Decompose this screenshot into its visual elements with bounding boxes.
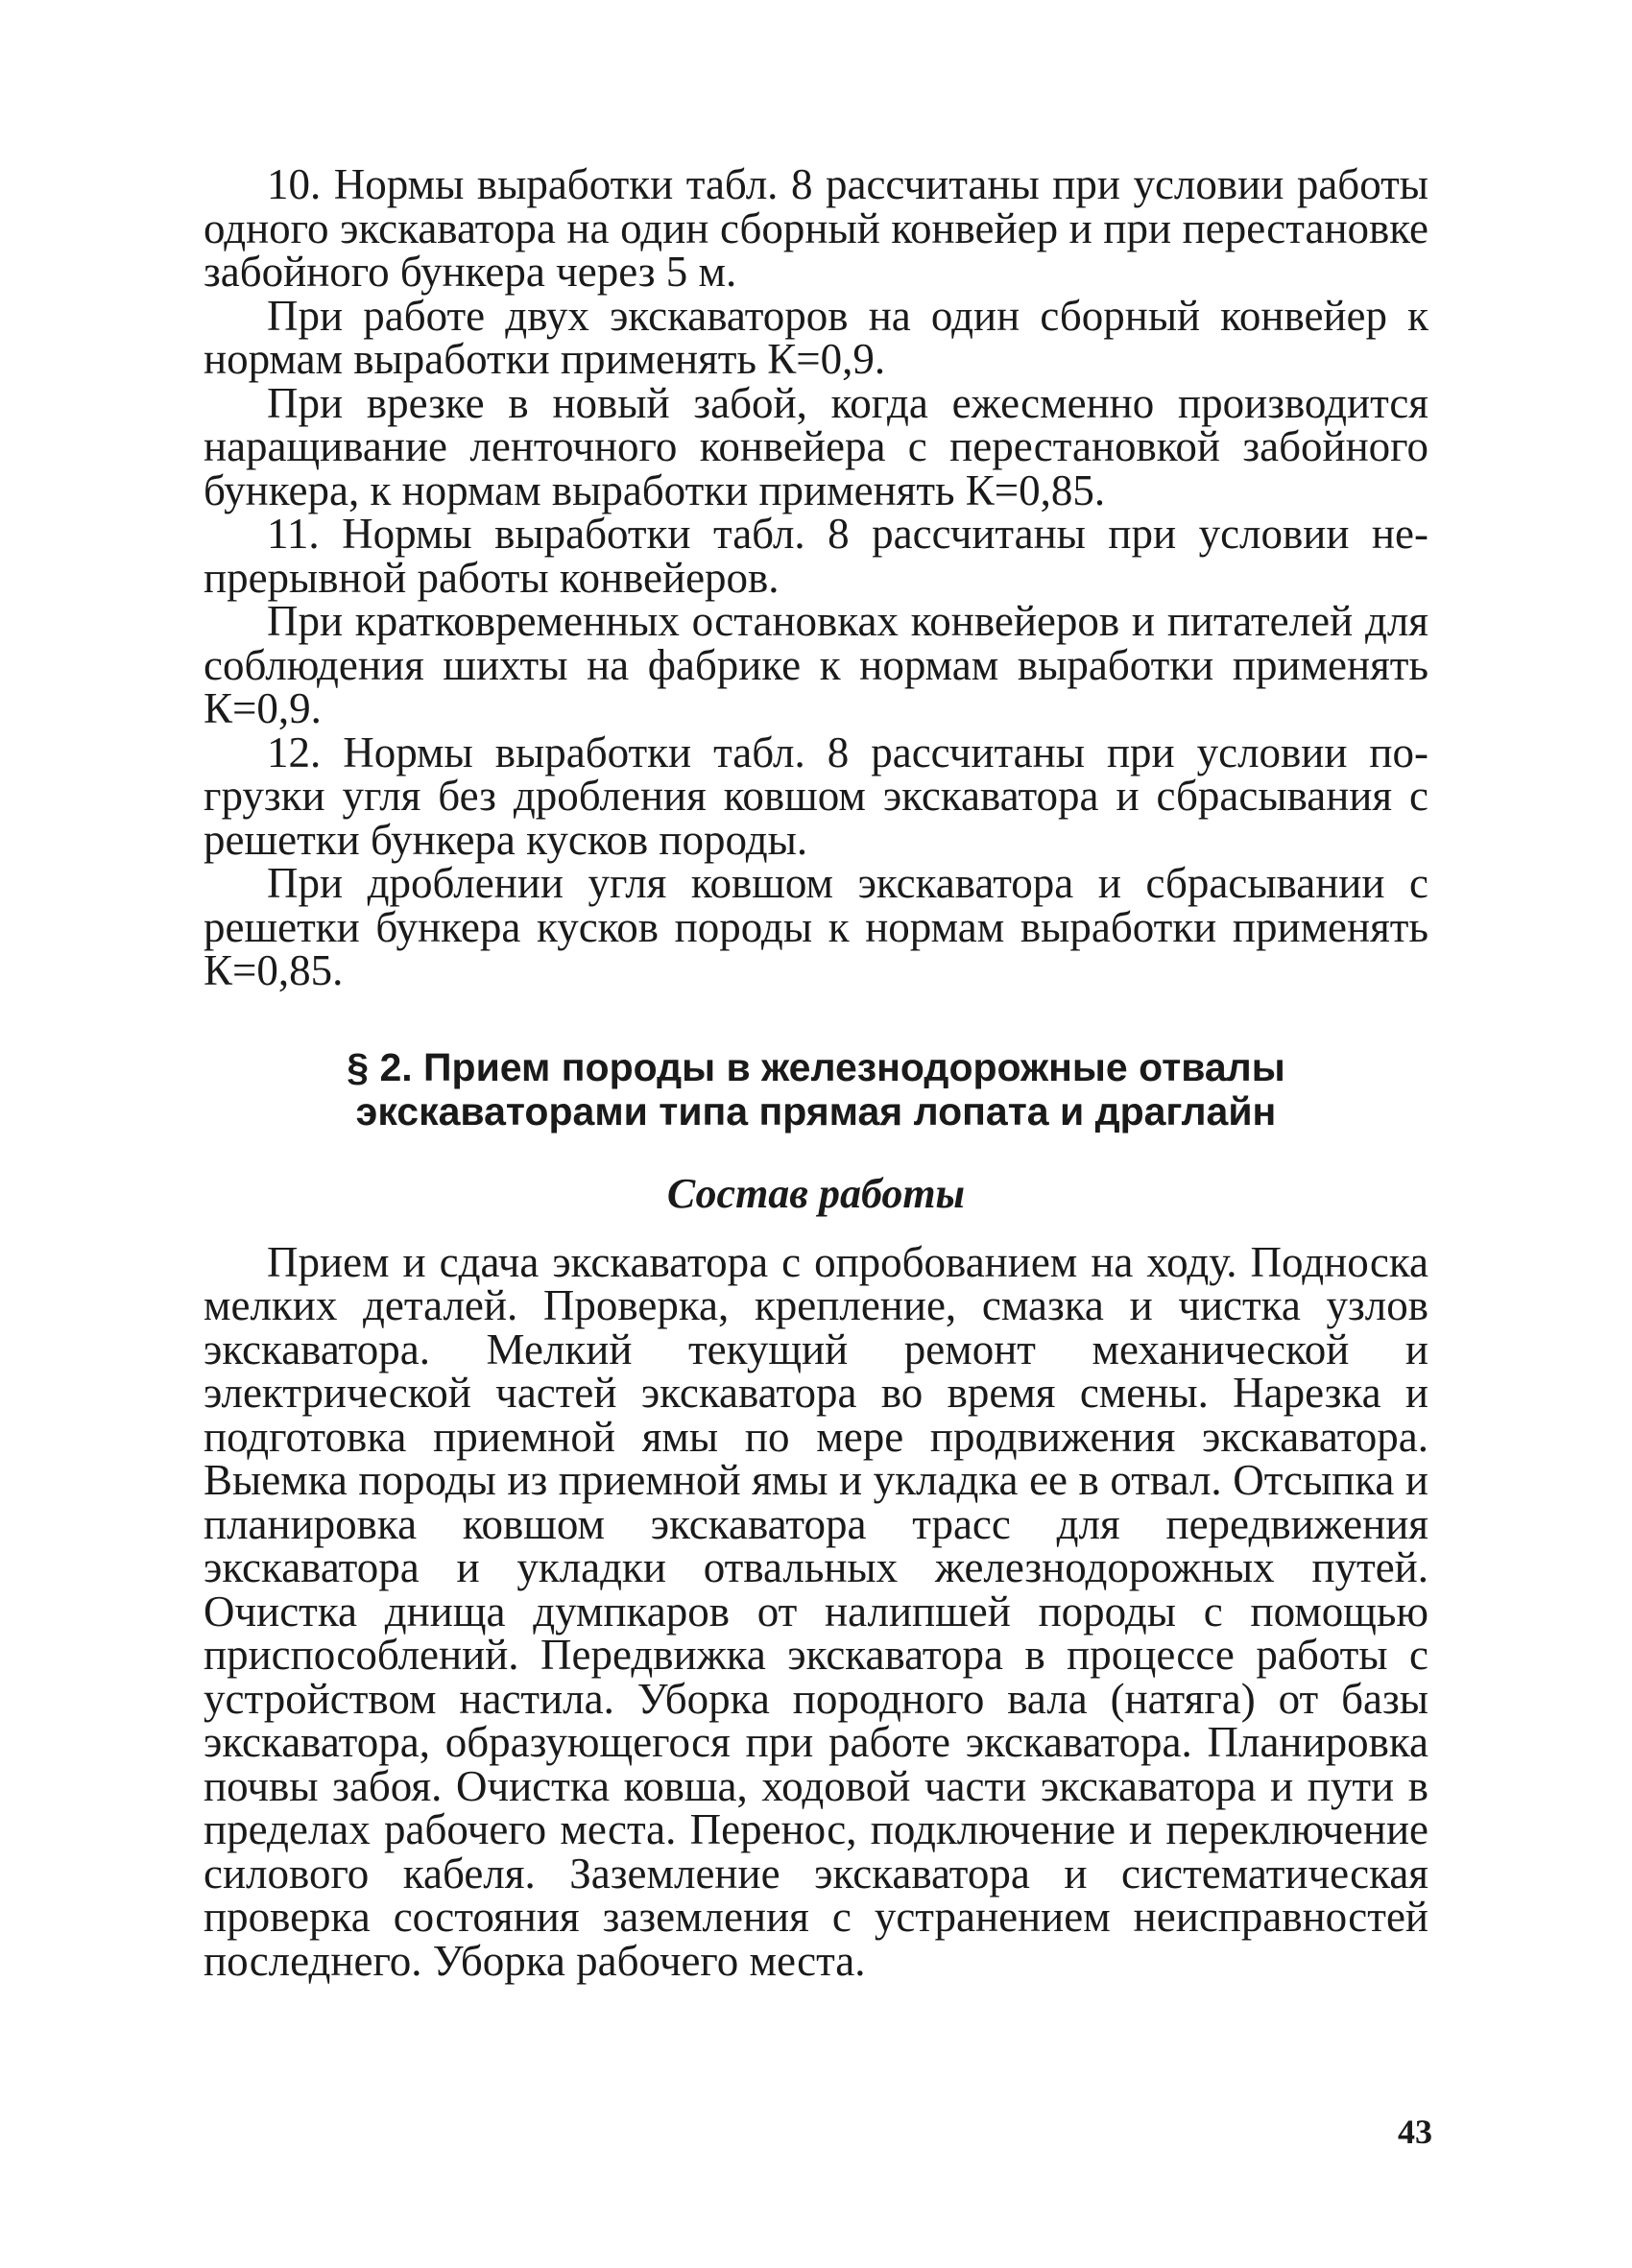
- paragraph-two-excavators: При работе двух экскаваторов на один сборный конвейер к нормам выработки применять К=0,9.: [204, 291, 1428, 383]
- paragraph-norms-11: 11. Нормы выработки табл. 8 рассчитаны при условии непрерывной работы конвейеров.: [204, 510, 1428, 602]
- page-body: [204, 160, 1428, 1985]
- work-composition-text: Прием и сдача экскаватора с опробованием на ходу. Подноска мелких деталей. Проверка, крепление, смазка и чистка узлов экскаватора. Мелкий текущий ремонт механической и электрической частей экскаватора во время смены. Нарезка и подготовка приемной ямы по мере продвижения экскаватора. Выемка породы из приемной ямы и укладка ее в отвал. Отсыпка и планировка ковшом экскаватора трасс для передвижения экскаватора и укладки отвальных железнодорожных путей. Очистка днища думпкаров от налипшей породы с помощью приспособлений. Передвижка экскаватора в процессе работы с устройством настила. Уборка породного вала (натяга) от базы экскаватора, образующегося при работе экскаватора. Планировка почвы забоя. Очистка ковша, ходовой части экскаватора и пути в пределах рабочего места. Перенос, подключение и переключение силового кабеля. Заземление экскаватора и систематическая проверка состояния заземления с устранением неисправностей последнего. Уборка рабочего места.: [204, 1237, 1428, 1985]
- section-heading: [204, 1045, 1428, 1134]
- work-composition-heading: Состав работы: [666, 1169, 966, 1217]
- paragraph-norms-10: 10. Нормы выработки табл. 8 рассчитаны при условии работы одного экскаватора на один сборный конвейер и при перестановке забойного бункера через 5 м.: [204, 160, 1428, 296]
- paragraph-new-face: При врезке в новый забой, когда ежесменно производится наращивание ленточного конвейера с перестановкой забойного бункера, к нормам выработки применять К=0,85.: [204, 378, 1428, 514]
- paragraph-coal-crushing: При дроблении угля ковшом экскаватора и сбрасывании с решетки бункера кусков породы к нормам выработки применять К=0,85.: [204, 859, 1428, 994]
- section-heading-line-2: экскаваторами типа прямая лопата и драглайн: [355, 1088, 1277, 1134]
- section-heading-line-1: § 2. Прием породы в железнодорожные отвалы: [347, 1044, 1285, 1089]
- paragraph-norms-12: 12. Нормы выработки табл. 8 рассчитаны при условии погрузки угля без дробления ковшом экскаватора и сбрасывания с решетки бункера кусков породы.: [204, 728, 1428, 864]
- paragraph-short-stops: При кратковременных остановках конвейеров и питателей для соблюдения шихты на фабрике к нормам выработки применять К=0,9.: [204, 597, 1428, 732]
- page-number: 43: [1398, 2113, 1432, 2151]
